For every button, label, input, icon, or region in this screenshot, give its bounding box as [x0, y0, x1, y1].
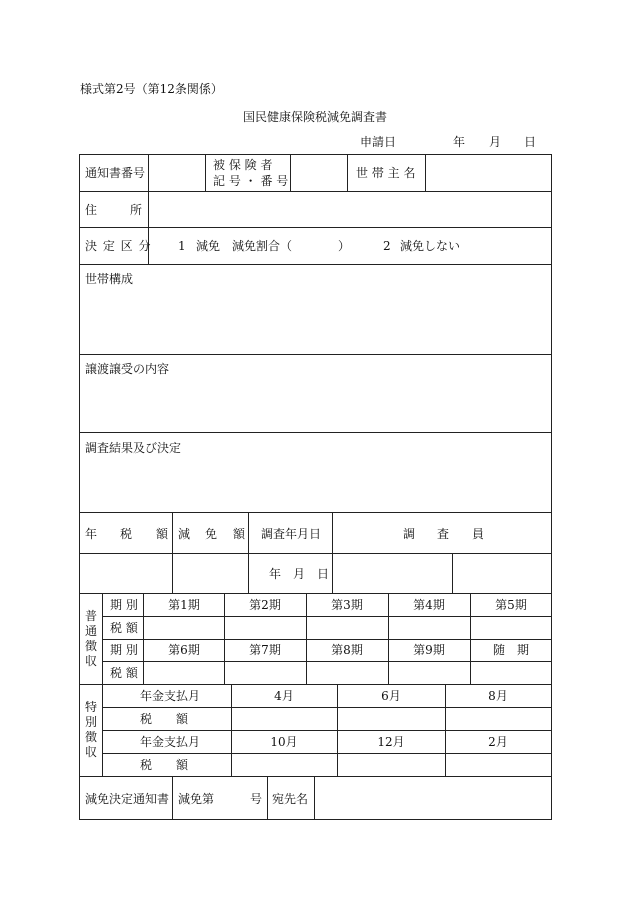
addressee-label: 宛先名 [272, 792, 309, 806]
application-date-label: 申請日 [360, 135, 397, 149]
address-field[interactable] [149, 192, 551, 226]
ordinary-tax-label-2: 税 額 [110, 666, 138, 680]
surveyor-label-2: 査 [437, 527, 450, 541]
insured-label-line1: 被 保 険 者 [213, 158, 273, 172]
decision-option2-text[interactable]: 減免しない [400, 239, 461, 253]
surveyor-field-1[interactable] [333, 554, 451, 592]
page-title: 国民健康保険税減免調査書 [242, 110, 388, 124]
pension-month-label-2: 年金支払月 [140, 735, 201, 749]
special-tax-label-2: 税 額 [140, 758, 189, 772]
decision-option2-number: 2 [383, 239, 391, 253]
notice-number-label: 通知書番号 [85, 166, 146, 180]
tax-amount-label-3: 額 [156, 527, 169, 541]
period-2: 第2期 [249, 598, 281, 612]
application-date-month: 月 [489, 135, 502, 149]
tax-amount-label-1: 年 [85, 527, 98, 541]
period-5: 第5期 [495, 598, 527, 612]
addressee-field[interactable] [315, 777, 551, 819]
reduction-amount-label-2: 免 [205, 527, 218, 541]
form-number: 様式第2号（第12条関係） [80, 82, 223, 96]
address-label-2: 所 [130, 203, 143, 217]
transfer-section-label: 譲渡譲受の内容 [85, 362, 170, 376]
application-date-year: 年 [453, 135, 466, 149]
transfer-field[interactable] [80, 378, 551, 431]
period-1: 第1期 [168, 598, 200, 612]
ordinary-period-label-2: 期 別 [110, 643, 138, 657]
month-4: 4月 [274, 689, 294, 703]
insured-label-line2: 記 号 ・ 番 号 [213, 174, 289, 188]
household-section-label: 世帯構成 [85, 272, 134, 286]
period-4: 第4期 [413, 598, 445, 612]
decision-option1-number: 1 [178, 239, 186, 253]
ordinary-collection-label: 普 通 徴 収 [84, 609, 97, 668]
month-6: 6月 [381, 689, 401, 703]
survey-date-day: 日 [317, 567, 330, 581]
surveyor-label-3: 員 [472, 527, 485, 541]
householder-field[interactable] [426, 155, 551, 190]
decision-option1-text[interactable]: 減免 減免割合（ [196, 239, 293, 253]
notice-number-suffix: 号 [250, 792, 263, 806]
period-extra: 随 期 [492, 643, 530, 657]
survey-date-label: 調査年月日 [261, 527, 322, 541]
pension-month-label-1: 年金支払月 [140, 689, 201, 703]
surveyor-label-1: 調 [403, 527, 416, 541]
surveyor-field-2[interactable] [453, 554, 551, 592]
period-9: 第9期 [413, 643, 445, 657]
ordinary-period-label-1: 期 別 [110, 598, 138, 612]
survey-date-month: 月 [293, 567, 306, 581]
period-8: 第8期 [331, 643, 363, 657]
household-field[interactable] [80, 288, 551, 353]
decision-option1-close: ） [338, 239, 351, 253]
tax-amount-field[interactable] [80, 554, 171, 592]
householder-label: 世 帯 主 名 [356, 166, 416, 180]
address-label-1: 住 [85, 203, 98, 217]
result-field[interactable] [80, 458, 551, 511]
tax-amount-label-2: 税 [120, 527, 133, 541]
period-3: 第3期 [331, 598, 363, 612]
decision-label: 決 定 区 分 [85, 239, 152, 253]
application-date-day: 日 [524, 135, 537, 149]
period-7: 第7期 [249, 643, 281, 657]
reduction-amount-field[interactable] [173, 554, 247, 592]
period-6: 第6期 [168, 643, 200, 657]
reduction-amount-label-3: 額 [233, 527, 246, 541]
insured-number-field[interactable] [291, 155, 346, 190]
notice-number-prefix: 減免第 [178, 792, 215, 806]
month-10: 10月 [270, 735, 298, 749]
month-12: 12月 [377, 735, 405, 749]
reduction-amount-label-1: 減 [178, 527, 191, 541]
month-8: 8月 [488, 689, 508, 703]
notice-label: 減免決定通知書 [85, 792, 170, 806]
special-tax-label-1: 税 額 [140, 712, 189, 726]
ordinary-tax-label-1: 税 額 [110, 621, 138, 635]
result-section-label: 調査結果及び決定 [85, 441, 182, 455]
survey-date-year: 年 [269, 567, 282, 581]
month-2: 2月 [488, 735, 508, 749]
special-collection-label: 特 別 徴 収 [84, 700, 97, 759]
notice-number-field[interactable] [149, 155, 204, 190]
